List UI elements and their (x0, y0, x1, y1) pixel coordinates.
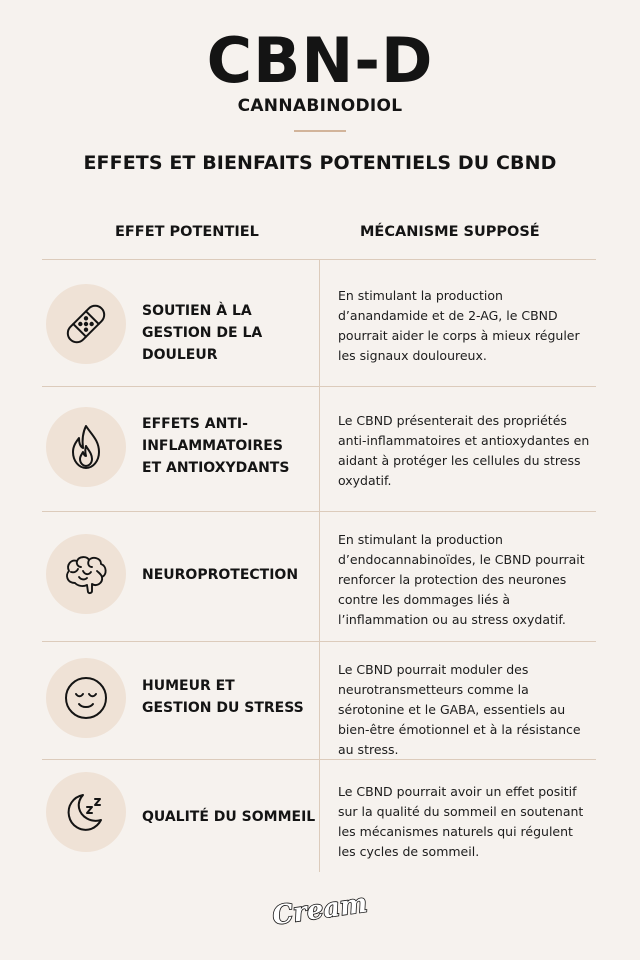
table-row (42, 642, 596, 759)
brain-icon (46, 534, 126, 614)
effect-label: NEUROPROTECTION (142, 567, 299, 583)
bandage-icon (46, 284, 126, 364)
mechanism-text: Le CBND présenterait des propriétés anti-inflammatoires et antioxydantes en aidant à protéger les cellules du stress oxydatif. (338, 413, 590, 488)
calm-face-icon (46, 658, 126, 738)
moon-sleep-icon (46, 772, 126, 852)
effect-label: EFFETS ANTI- INFLAMMATOIRES ET ANTIOXYDANTS (142, 416, 290, 476)
column-header-effect: EFFET POTENTIEL (115, 224, 259, 240)
brand-logo (0, 884, 640, 937)
accent-divider (294, 130, 346, 132)
table-row (42, 760, 596, 872)
flame-icon (46, 407, 126, 487)
page-subtitle: CANNABINODIOL (237, 96, 403, 116)
table-row (42, 260, 596, 386)
mechanism-text: En stimulant la production d’endocannabinoïdes, le CBND pourrait renforcer la protection des neurones contre les dommages liés à l’inflammation ou au stress oxydatif. (338, 532, 585, 627)
brand-name: Cream (270, 888, 370, 932)
table-row (42, 387, 596, 511)
cream-logo-wordmark (270, 884, 370, 932)
mechanism-text: Le CBND pourrait avoir un effet positif sur la qualité du sommeil en soutenant les mécanismes naturels qui régulent les cycles de sommeil. (338, 784, 584, 859)
table-row (42, 512, 596, 641)
mechanism-text: Le CBND pourrait moduler des neurotransmetteurs comme la sérotonine et le GABA, essentiels au bien-être émotionnel et à la résistance au stress. (338, 662, 581, 757)
effect-label: QUALITÉ DU SOMMEIL (142, 809, 316, 825)
column-header-mechanism: MÉCANISME SUPPOSÉ (360, 224, 540, 240)
effect-label: SOUTIEN À LA GESTION DE LA DOULEUR (142, 303, 263, 363)
section-heading: EFFETS ET BIENFAITS POTENTIELS DU CBND (83, 152, 557, 174)
effect-label: HUMEUR ET GESTION DU STRESS (142, 678, 304, 716)
mechanism-text: En stimulant la production d’anandamide et de 2-AG, le CBND pourrait aider le corps à mieux réguler les signaux douloureux. (338, 288, 580, 363)
page-title: CBN-D (206, 24, 434, 97)
